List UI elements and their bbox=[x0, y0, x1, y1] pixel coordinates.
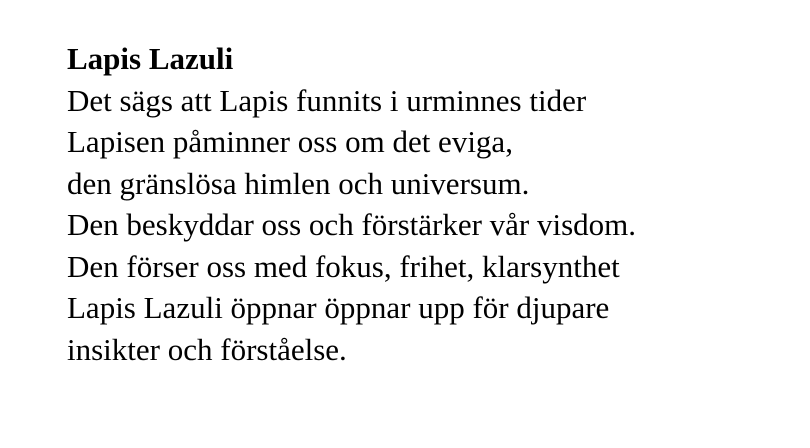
poem-line: den gränslösa himlen och universum. bbox=[67, 165, 530, 201]
poem-line: Lapisen påminner oss om det eviga, bbox=[67, 124, 513, 159]
poem-line: insikter och förståelse. bbox=[67, 331, 347, 367]
poem-line: Den förser oss med fokus, frihet, klarsynthet bbox=[67, 248, 620, 284]
poem-line: Det sägs att Lapis funnits i urminnes tider bbox=[67, 82, 587, 118]
poem-block bbox=[67, 38, 636, 370]
poem-line: Lapis Lazuli öppnar öppnar upp för djupare bbox=[67, 290, 610, 325]
poem-title: Lapis Lazuli bbox=[67, 41, 234, 76]
poem-line: Den beskyddar oss och förstärker vår visdom. bbox=[67, 207, 637, 242]
